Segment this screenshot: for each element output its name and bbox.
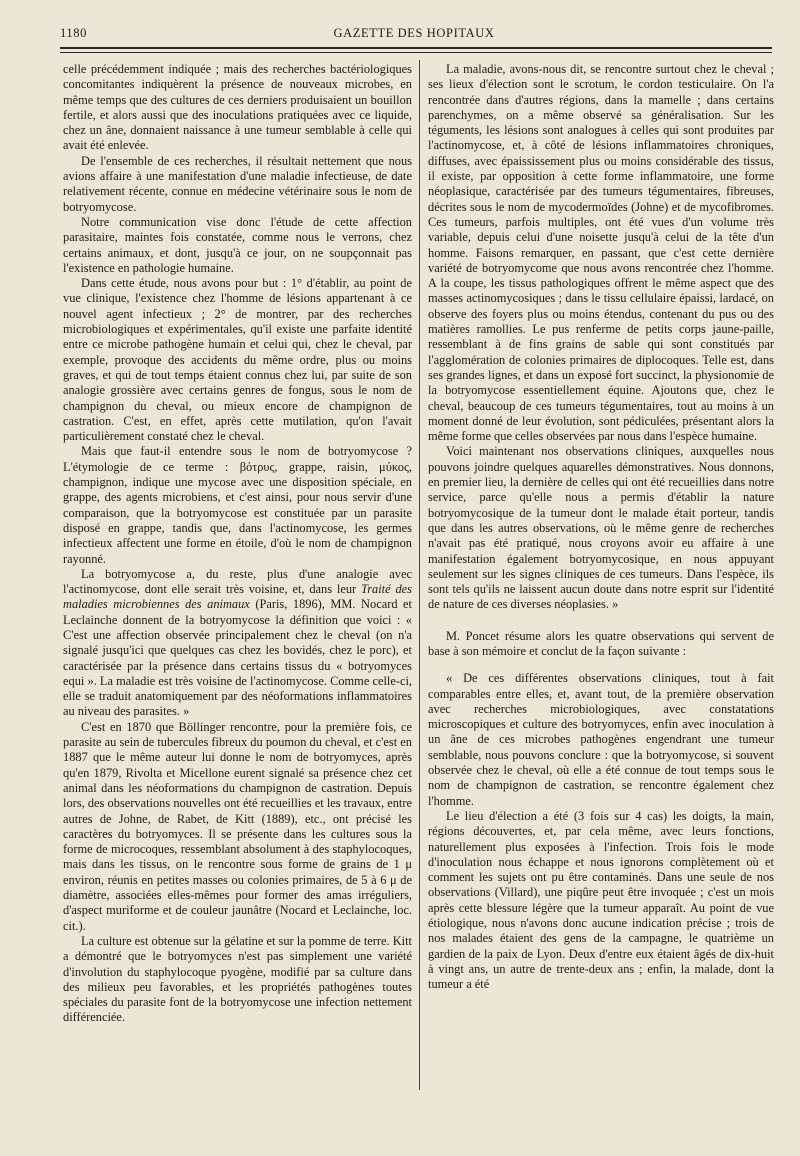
left-column [63, 62, 412, 1026]
paragraph: La maladie, avons-nous dit, se rencontre surtout chez le cheval ; ses lieux d'élection sont le scrotum, le cordon testiculaire. On l'a rencontrée dans d'autres régions, dans la mamelle ; dans certains parenchymes, on a même observé sa généralisation. Sur les téguments, les lésions sont analogues à celles qui sont produites par l'actinomycose, et, à côté de lésions inflammatoires chroniques, diffuses, avec épaississement plus ou moins considérable des tissus, il existe, par opposition à cette forme inflammatoire, une forme néoplasique, caractérisée par des tumeurs tégumentaires, fibreuses, décrites sous le nom de mycodermoïdes (Johne) et de mycofibromes. Ces tumeurs, parfois multiples, ont été vues d'un volume très variable, depuis celui d'une noisette jusqu'à celui de la tête d'un homme. Faisons remarquer, en passant, que c'est cette dernière variété de botryomycome que nous avons rencontrée chez l'homme. A la coupe, les tissus pathologiques offrent le même aspect que des masses actinomycosiques ; dans le tissu cellulaire épaissi, lardacé, on observe des foyers plus ou moins étendus, contenant du pus ou des matières ramollies. Le pus renferme de petits corps jaune-paille, ressemblant à de fins grains de sable qui sont constitués par l'agglomération de colonies primaires de diplocoques. Telle est, dans ses grandes lignes, et dans un exposé fort succinct, la physionomie de la botryomycose essentiellement équine. Ajoutons que, chez le cheval, beaucoup de ces tumeurs tégumentaires, tout au moins à un moment donné de leur évolution, sont pédiculées, présentant alors la même forme que celles observées par nous dans l'espèce humaine. [428, 62, 774, 444]
paragraph: Le lieu d'élection a été (3 fois sur 4 cas) les doigts, la main, régions découvertes, et, par cela même, avec leurs fonctions, naturellement plus exposées à l'infection. Trois fois le mode d'inoculation nous échappe et nous ignorons complètement où et comment les sujets ont pu être contaminés. Dans une seule de nos observations (Villard), une piqûre peut être invoquée ; c'est un mois après cette blessure légère que la tumeur apparaît. Au point de vue étiologique, nous n'avons donc aucune indication précise ; trois de nos malades étaient des gens de la campagne, le quatrième un gardien de la paix de Lyon. Deux d'entre eux étaient âgés de dix-huit à vingt ans, un autre de trente-deux ans ; enfin, la malade, dont la tumeur a été [428, 808, 774, 992]
paragraph: M. Poncet résume alors les quatre observations qui servent de base à son mémoire et conclut de la façon suivante : [428, 628, 774, 658]
paragraph: Mais que faut-il entendre sous le nom de botryomycose ? L'étymologie de ce terme : βότρυς, grappe, raisin, μύκος, champignon, indique une mycose avec une disposition spéciale, en grappe, des agents microbiens, et c'est ainsi, pour nous servir d'une comparaison, que la botryomycose est constituée par un parasite disposé en grappe, tandis que, dans l'actinomycose, les germes infectieux affectent une forme en étoile, d'où le nom de champignon rayonné. [63, 444, 412, 566]
paragraph: Notre communication vise donc l'étude de cette affection parasitaire, maintes fois constatée, comme nous le verrons, chez certains animaux, et dont, jusqu'à ce jour, on ne soupçonnait pas l'existence en pathologie humaine. [63, 214, 412, 275]
paragraph: Voici maintenant nos observations cliniques, auxquelles nous pouvons joindre quelques aquarelles démonstratives. Nous donnons, en premier lieu, la dernière de celles qui ont été recueillies dans notre service, parce qu'elle nous a permis d'établir la nature botryomycosique de la tumeur dont le malade était porteur, tandis que dans les autres observations, où le même genre de recherches n'avait pas été pratiqué, nous croyons avoir eu affaire à une manifestation également botryomycosique, en nous appuyant seulement sur les signes cliniques de ces tumeurs. Dans l'espèce, ils sont tels qu'ils ne laissent aucun doute dans notre esprit sur l'identité de nature de ces diverses néoplasies. » [428, 444, 774, 612]
paragraph: Dans cette étude, nous avons pour but : 1° d'établir, au point de vue clinique, l'existence chez l'homme de lésions appartenant à ce nouvel agent infectieux ; 2° de montrer, par des recherches microbiologiques et expérimentales, qu'il existe une parfaite identité entre ce microbe pathogène humain et celui qui, chez le cheval, par exemple, provoque des accidents du même ordre, plus ou moins graves, et qui de tout temps étaient connus chez lui, par suite de son analogie grossière avec certains genres de fongus, sous le nom de champignon du cheval, ou mieux encore de champignon de castration. C'est, en effet, après cette mutilation, qu'on l'avait particulièrement constaté chez le cheval. [63, 276, 412, 444]
page-header [60, 20, 768, 42]
paragraph [63, 567, 412, 720]
text-run: La botryomycose a, du reste, plus d'une analogie avec l'actinomycose, dont elle serait très voisine, et, dans leur [63, 566, 412, 597]
journal-title: GAZETTE DES HOPITAUX [333, 26, 495, 40]
paragraph: C'est en 1870 que Böllinger rencontre, pour la première fois, ce parasite au sein de tubercules fibreux du poumon du cheval, et c'est en 1887 que le même auteur lui donne le nom de botryomyces, après qu'en 1879, Rivolta et Micellone eurent signalé sa présence chez cet animal dans les néoformations du champignon de castration. Depuis lors, des observations nouvelles ont été recueillies et les travaux, entre autres de Johne, de Rabet, de Kitt (1889), etc., ont précisé les caractères du botryomyces. Il se présente dans les cultures sous la forme de microcoques, ressemblant absolument à des staphylocoques, mais dans les tissus, on le rencontre sous forme de grains de 1 μ environ, réunis en petites masses ou colonies primaires, de 5 à 6 μ de diamètre, associées elles-mêmes pour former des amas irréguliers, d'aspect muriforme et de couleur jaunâtre (Nocard et Leclainche, loc. cit.). [63, 719, 412, 933]
page-number: 1180 [60, 26, 87, 40]
header-rule [60, 47, 772, 49]
paragraph: celle précédemment indiquée ; mais des recherches bactériologiques concomitantes indiquèrent la présence de nouveaux microbes, en même temps que des cultures de ces derniers produisaient un bouillon fertile, et alors aussi que des inoculations pratiquées avec ce liquide, chez un âne, donnaient naissance à une tumeur semblable à celle qui avait été enlevée. [63, 62, 412, 153]
text-run: (Paris, 1896), MM. Nocard et Leclainche donnent de la botryomycose la définition que voici : « C'est une affection observée principalement chez le cheval (on n'a signalé jusqu'ici que quelques cas chez les bovidés, chez le porc), et caractérisée par la présence dans certains tissus du « botryomyces equi ». La maladie est très voisine de l'actinomycose. Comme celle-ci, elle se traduit anatomiquement par des néoformations inflammatoires au niveau des parasites. » [63, 597, 412, 719]
header-rule-thin [60, 52, 772, 53]
paragraph: « De ces différentes observations cliniques, tout à fait comparables entre elles, et, avant tout, de la première observation avec recherches microbiologiques, avec constatations microscopiques et culture des botryomyces, enfin avec inoculation à un âne de ces microbes pathogènes engendrant une tumeur semblable, nous pouvons conclure : que la botryomycose, si souvent observée chez le cheval, où elle a été connue de tout temps sous le nom de champignon de castration, se rencontre également chez l'homme. [428, 671, 774, 808]
book-title: Traité des maladies microbiennes des animaux [63, 582, 412, 612]
right-column [428, 62, 774, 993]
paragraph: De l'ensemble de ces recherches, il résultait nettement que nous avions affaire à une manifestation d'une maladie infectieuse, de date relativement récente, connue en médecine vétérinaire sous le nom de botryomycose. [63, 153, 412, 214]
column-divider [419, 60, 420, 1090]
paragraph: La culture est obtenue sur la gélatine et sur la pomme de terre. Kitt a démontré que le botryomyces n'est pas simplement une variété d'involution du staphylocoque pyogène, modifié par sa culture dans des milieux peu favorables, et les propriétés pathogènes toutes spéciales du parasite font de la botryomycose une infection nettement différenciée. [63, 933, 412, 1025]
